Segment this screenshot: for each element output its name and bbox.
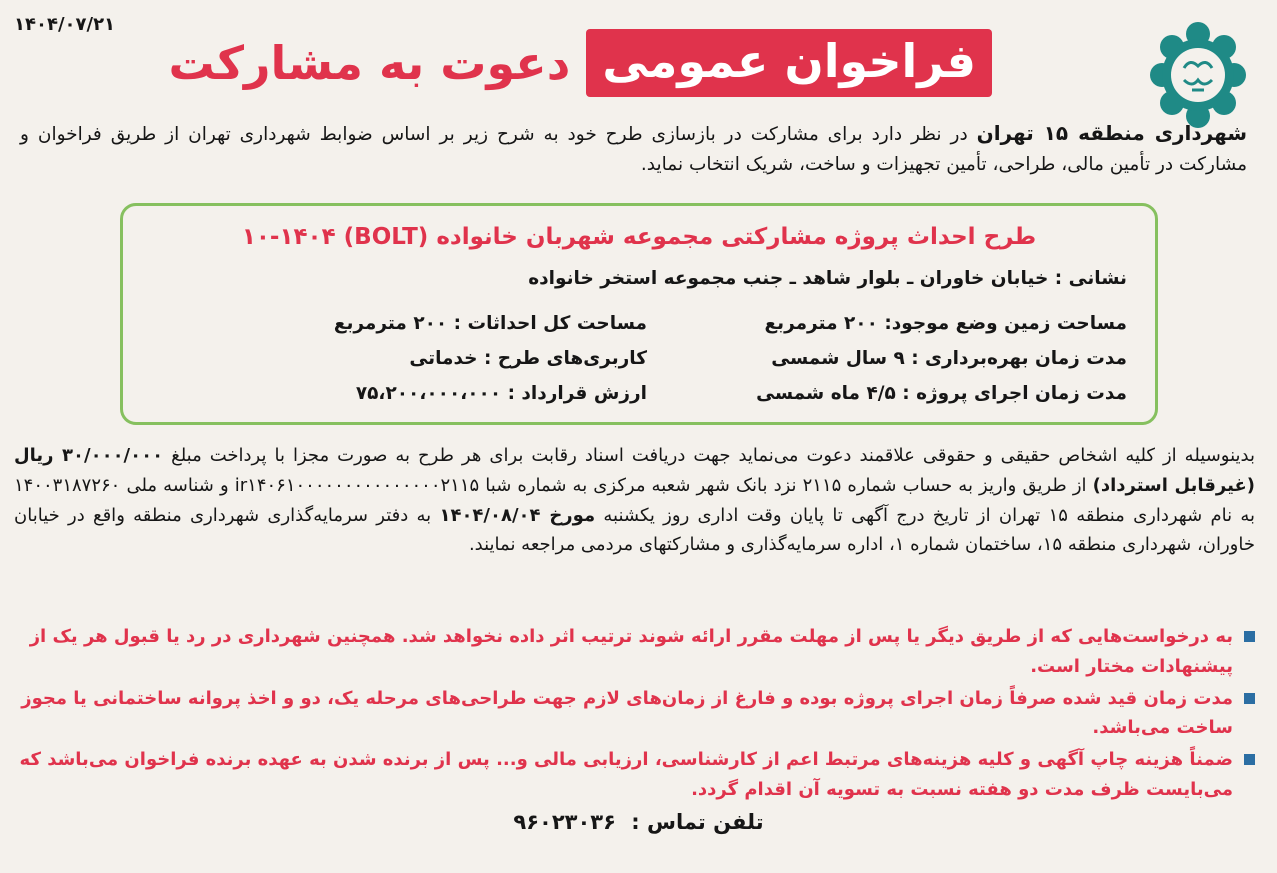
note-text: مدت زمان قید شده صرفاً زمان اجرای پروژه بوده و فارغ از زمان‌های لازم جهت طراحی‌های مرحله یک، دو و اخذ پروانه ساختمانی یا مجوز ساخت می‌باشد.: [21, 687, 1233, 739]
total-area-row: [334, 313, 647, 334]
note-item: [14, 745, 1255, 805]
operation-row: [771, 348, 1127, 369]
bullet-square-icon: [1244, 631, 1255, 642]
organization-name: شهرداری منطقه ۱۵ تهران: [976, 121, 1247, 145]
address-label: نشانی :: [1054, 268, 1127, 289]
note-text: ضمناً هزینه چاپ آگهی و کلیه هزینه‌های مرتبط اعم از کارشناسی، ارزیابی مالی و... پس از برنده شدن به عهده برنده فراخوان می‌باشد که می‌بایست ظرف مدت دو هفته نسبت به تسویه آن اقدام گردد.: [19, 749, 1233, 800]
land-area-label: مساحت زمین وضع موجود:: [884, 313, 1127, 334]
project-box: [120, 203, 1158, 425]
publish-date: ۱۴۰۴/۰۷/۲۱: [14, 14, 116, 35]
body-part-3: به دفتر سرمایه‌گذاری شهرداری منطقه واقع در خیابان خاوران، شهرداری منطقه ۱۵، ساختمان شماره ۱، اداره سرمایه‌گذاری و مشارکتهای مردمی مراجعه نمایند.: [14, 504, 1255, 556]
notes-list: [14, 622, 1255, 807]
fee-amount: ۳۰/۰۰۰/۰۰۰ ریال (غیرقابل استرداد): [14, 445, 1255, 496]
operation-label: مدت زمان بهره‌برداری :: [911, 348, 1127, 369]
contact-label: تلفن تماس :: [631, 810, 764, 834]
contract-value-row: [356, 383, 647, 404]
note-item: [14, 684, 1255, 744]
usage-value: خدماتی: [409, 348, 478, 369]
body-part-2: از طریق واریز به حساب شماره ۲۱۱۵ نزد بانک شهر شعبه مرکزی به شماره شبا ir۱۴۰۶۱۰۰۰۰۰۰۰۰۰۰۰۰۰۰۰۲۱۱۵ و شناسه ملی ۱۴۰۰۳۱۸۷۲۶۰ به نام شهرداری منطقه ۱۵ تهران از تاریخ درج آگهی تا پایان وقت اداری روز یکشنبه: [14, 474, 1256, 526]
intro-text: در نظر دارد برای مشارکت در بازسازی طرح خود به شرح زیر بر اساس ضوابط شهرداری تهران از طریق فراخوان و مشارکت در تأمین مالی، طراحی، تأمین تجهیزات و ساخت، شریک انتخاب نماید.: [20, 124, 1247, 175]
intro-paragraph: [20, 118, 1247, 180]
deadline-date: مورخ ۱۴۰۴/۰۸/۰۴: [439, 504, 596, 526]
operation-value: ۹ سال شمسی: [771, 348, 905, 369]
bullet-square-icon: [1244, 693, 1255, 704]
address-value: خیابان خاوران ـ بلوار شاهد ـ جنب مجموعه استخر خانواده: [528, 268, 1049, 289]
address-row: [528, 268, 1127, 289]
headline-boxed: فراخوان عمومی: [586, 29, 992, 97]
contact-number: ۹۶۰۲۳۰۳۶: [513, 810, 616, 834]
contract-value: ۷۵،۲۰۰،۰۰۰،۰۰۰: [355, 383, 502, 404]
contract-value-label: ارزش قرارداد :: [507, 383, 647, 404]
project-title: طرح احداث پروژه مشارکتی مجموعه شهربان خانواده (BOLT) ۱۰-۱۴۰۴: [241, 224, 1037, 250]
land-area-row: [764, 313, 1127, 334]
execution-value: ۴/۵ ماه شمسی: [756, 383, 896, 404]
note-item: [14, 622, 1255, 682]
body-part-1: بدینوسیله از کلیه اشخاص حقیقی و حقوقی علاقمند دعوت می‌نماید جهت دریافت اسناد رقابت برای هر طرح به صورت مجزا با پرداخت مبلغ: [171, 445, 1256, 466]
land-area-value: ۲۰۰ مترمربع: [764, 313, 878, 334]
headline: [169, 28, 992, 98]
total-area-value: ۲۰۰ مترمربع: [333, 313, 448, 334]
body-paragraph: [14, 441, 1255, 560]
execution-row: [756, 383, 1127, 404]
usage-label: کاربری‌های طرح :: [483, 348, 647, 369]
headline-plain: دعوت به مشارکت: [168, 36, 571, 90]
total-area-label: مساحت کل احداثات :: [453, 313, 647, 334]
tehran-municipality-logo-icon: [1147, 20, 1249, 130]
bullet-square-icon: [1244, 754, 1255, 765]
execution-label: مدت زمان اجرای پروژه :: [902, 383, 1127, 404]
usage-row: [409, 348, 647, 369]
contact-line: [0, 810, 1277, 834]
note-text: به درخواست‌هایی که از طریق دیگر یا پس از مهلت مقرر ارائه شوند ترتیب اثر داده نخواهد شد. همچنین شهرداری در رد یا قبول هر یک از پیشنهادات مختار است.: [29, 626, 1233, 677]
